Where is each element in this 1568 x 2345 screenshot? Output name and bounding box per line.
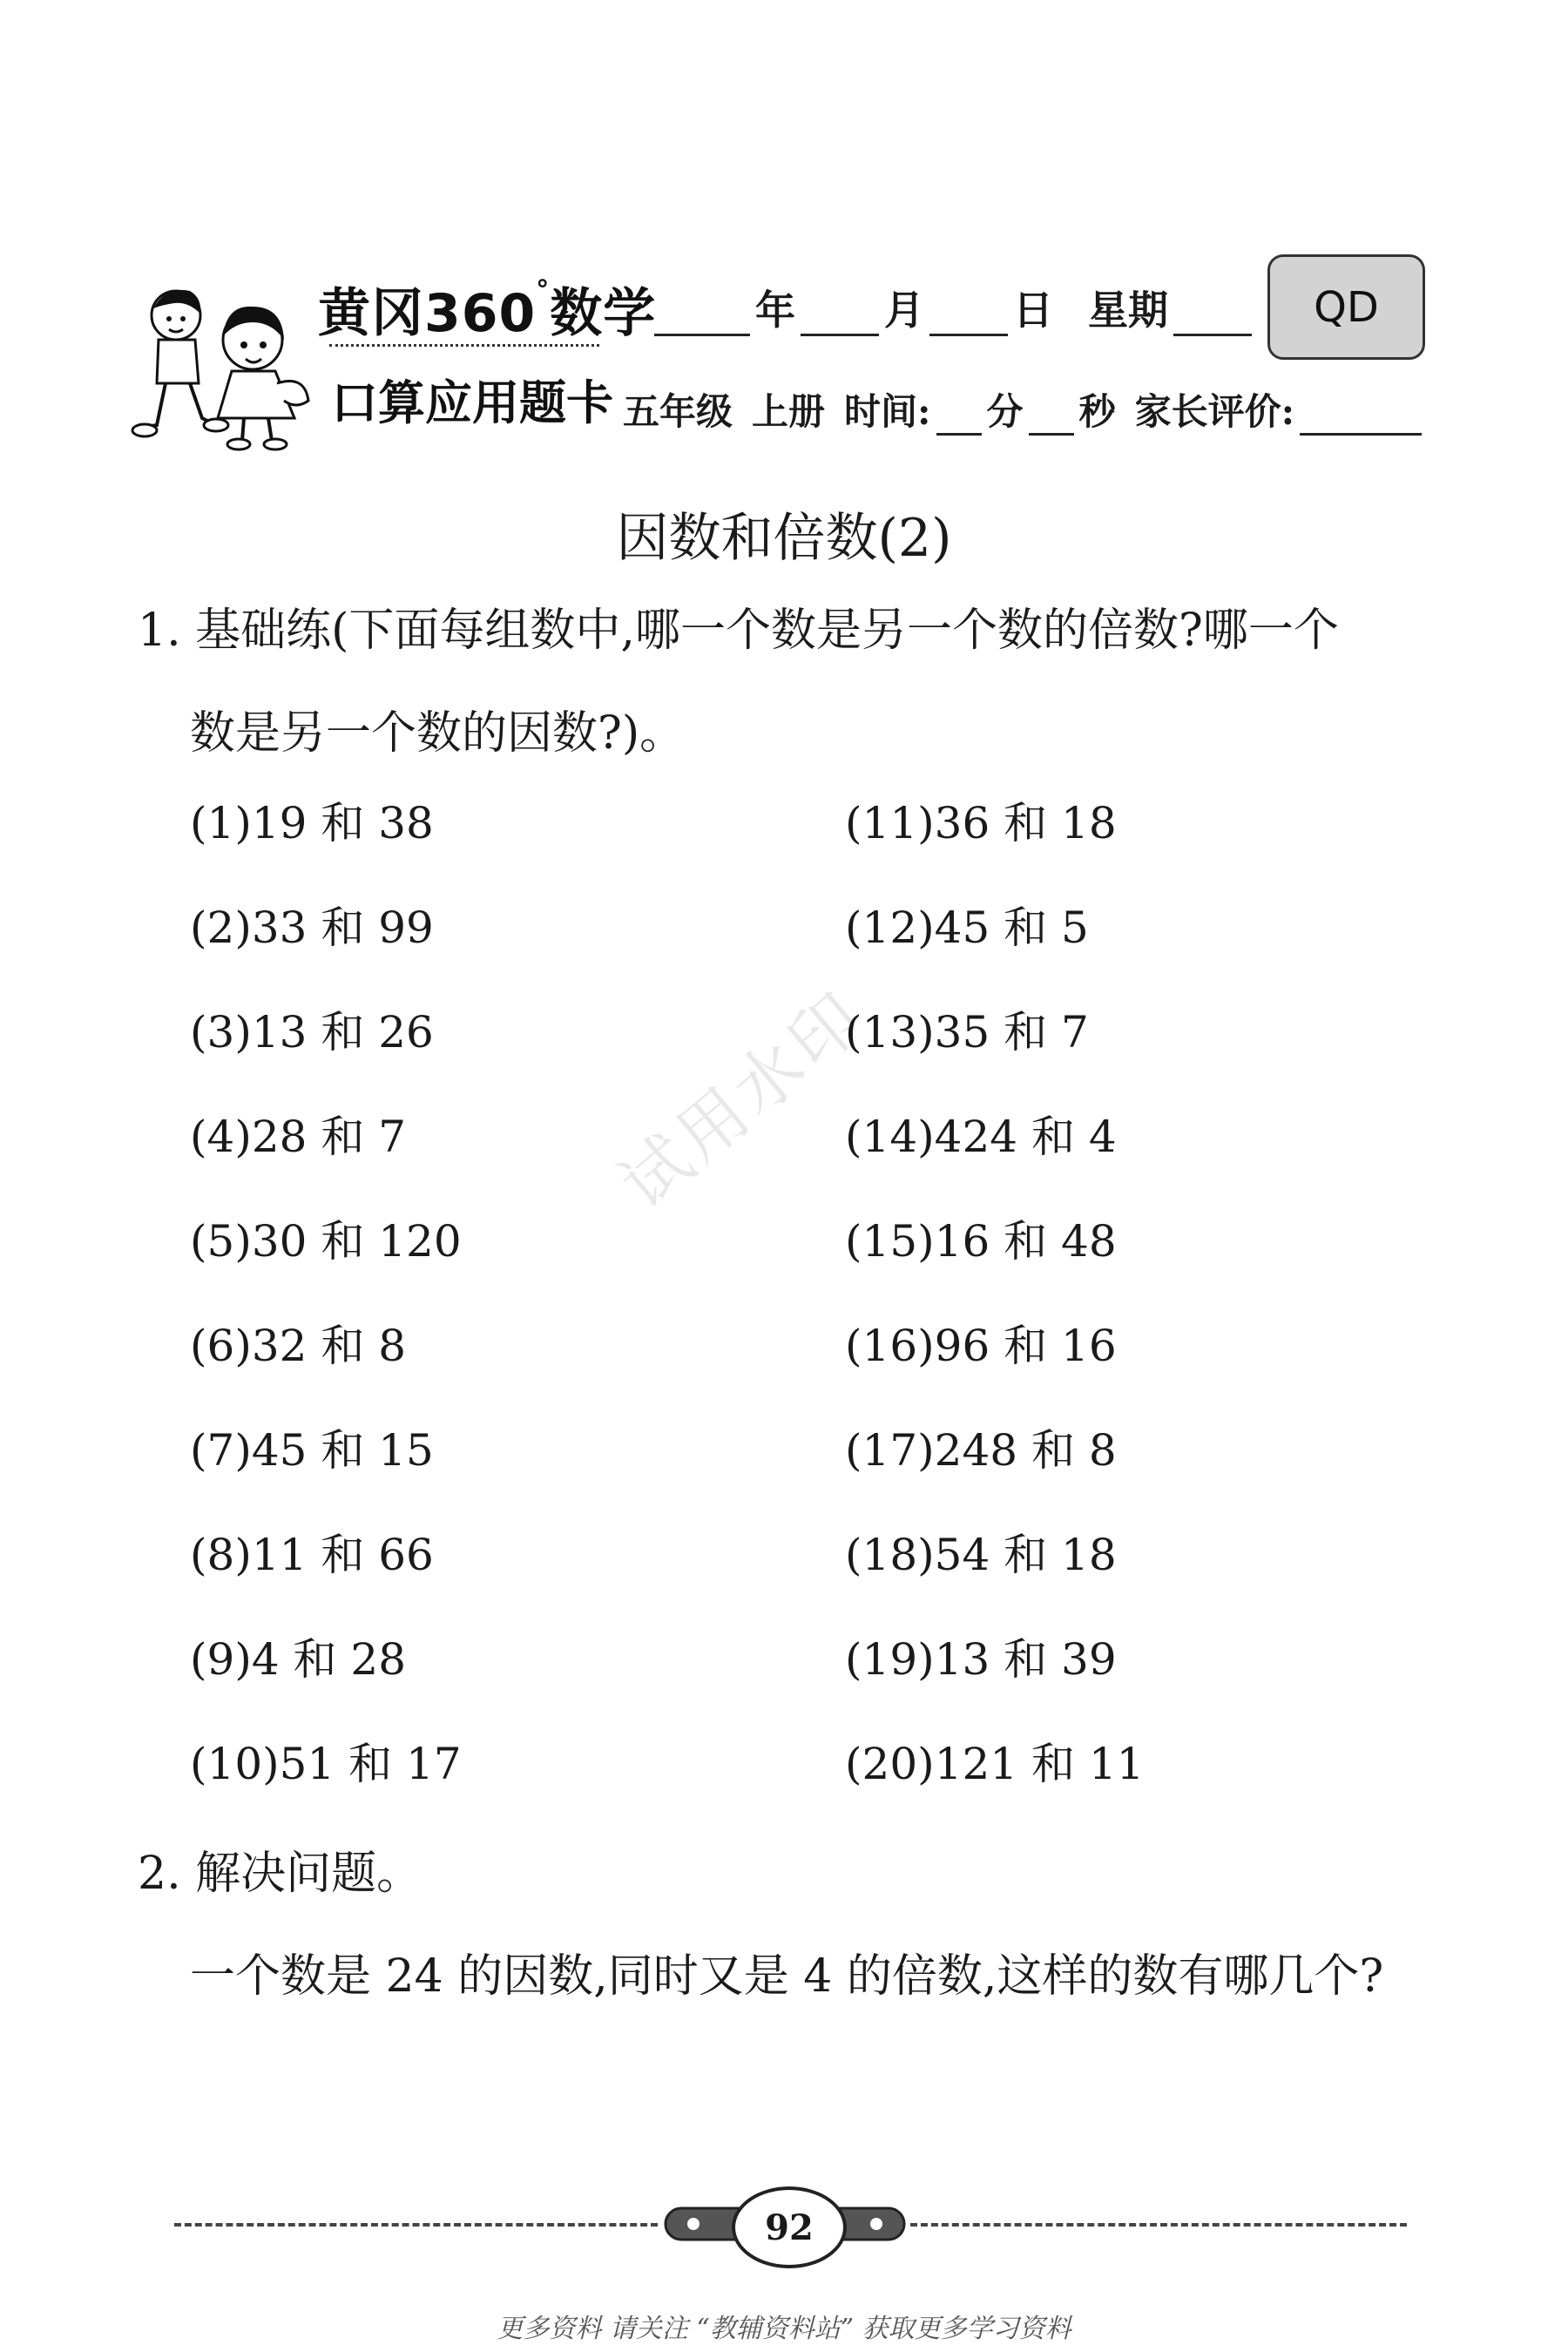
question-2-heading: 2. 解决问题。 — [138, 1848, 422, 1900]
list-item: (17)248 和 8 — [845, 1425, 1117, 1476]
month-label: 月 — [884, 287, 924, 334]
list-item: (5)30 和 120 — [190, 1216, 462, 1267]
day-blank[interactable] — [929, 295, 1008, 336]
question-1-line-1: 1. 基础练(下面每组数中,哪一个数是另一个数的倍数?哪一个 — [138, 605, 1339, 657]
footer-divider-right — [910, 2223, 1407, 2227]
question-1-instructions — [138, 579, 1444, 785]
meta-line — [623, 383, 1427, 436]
list-item: (7)45 和 15 — [190, 1425, 434, 1476]
day-label: 日 — [1013, 287, 1053, 334]
list-item: (14)424 和 4 — [845, 1112, 1117, 1162]
list-item: (12)45 和 5 — [845, 902, 1089, 953]
page-title: 因数和倍数(2) — [616, 508, 952, 569]
weekday-blank[interactable] — [1173, 295, 1252, 336]
brand-title-post: 数学 — [550, 283, 657, 344]
list-item: (20)121 和 11 — [845, 1739, 1145, 1789]
time-label: 时间: — [844, 390, 931, 433]
list-item: (2)33 和 99 — [190, 902, 434, 953]
date-line — [649, 279, 1257, 336]
list-item: (3)13 和 26 — [190, 1007, 434, 1058]
brand-title — [318, 272, 656, 347]
year-blank[interactable] — [654, 295, 750, 336]
brand-title-degree: ° — [536, 275, 551, 306]
list-item: (6)32 和 8 — [190, 1321, 407, 1371]
brand-subtitle: 口算应用题卡 — [331, 375, 613, 430]
question-1-line-2: 数是另一个数的因数?)。 — [190, 707, 686, 760]
bottom-note: 更多资料 请关注 “教辅资料站” 获取更多学习资料 — [497, 2314, 1071, 2344]
list-item: (8)11 和 66 — [190, 1530, 434, 1580]
list-item: (15)16 和 48 — [845, 1216, 1117, 1267]
edition-badge: QD — [1267, 254, 1425, 360]
minute-blank[interactable] — [936, 400, 982, 436]
brand-divider — [329, 344, 599, 347]
list-item: (11)36 和 18 — [845, 798, 1117, 848]
volume-label: 上册 — [752, 390, 826, 433]
list-item: (9)4 和 28 — [190, 1634, 407, 1685]
list-item: (16)96 和 16 — [845, 1321, 1117, 1371]
second-blank[interactable] — [1029, 400, 1074, 436]
page-number: 92 — [732, 2186, 847, 2268]
cartoon-kids-illustration — [122, 279, 331, 453]
minute-label: 分 — [986, 390, 1024, 433]
parent-eval-label: 家长评价: — [1134, 390, 1295, 433]
list-item: (18)54 和 18 — [845, 1530, 1117, 1580]
list-item: (19)13 和 39 — [845, 1634, 1117, 1685]
trial-watermark: 试用水印 — [605, 976, 881, 1225]
list-item: (4)28 和 7 — [190, 1112, 407, 1162]
list-item: (13)35 和 7 — [845, 1007, 1089, 1058]
parent-eval-blank[interactable] — [1300, 400, 1422, 436]
year-label: 年 — [755, 287, 795, 334]
question-2-text: 一个数是 24 的因数,同时又是 4 的倍数,这样的数有哪几个? — [190, 1950, 1384, 2003]
list-item: (10)51 和 17 — [190, 1739, 462, 1789]
brand-title-pre: 黄冈360 — [318, 283, 537, 344]
weekday-label: 星期 — [1088, 287, 1168, 334]
grade-label: 五年级 — [623, 390, 733, 433]
list-item: (1)19 和 38 — [190, 798, 434, 848]
footer-divider-left — [174, 2223, 658, 2227]
month-blank[interactable] — [801, 295, 879, 336]
page-header — [0, 0, 1568, 488]
second-label: 秒 — [1078, 390, 1116, 433]
